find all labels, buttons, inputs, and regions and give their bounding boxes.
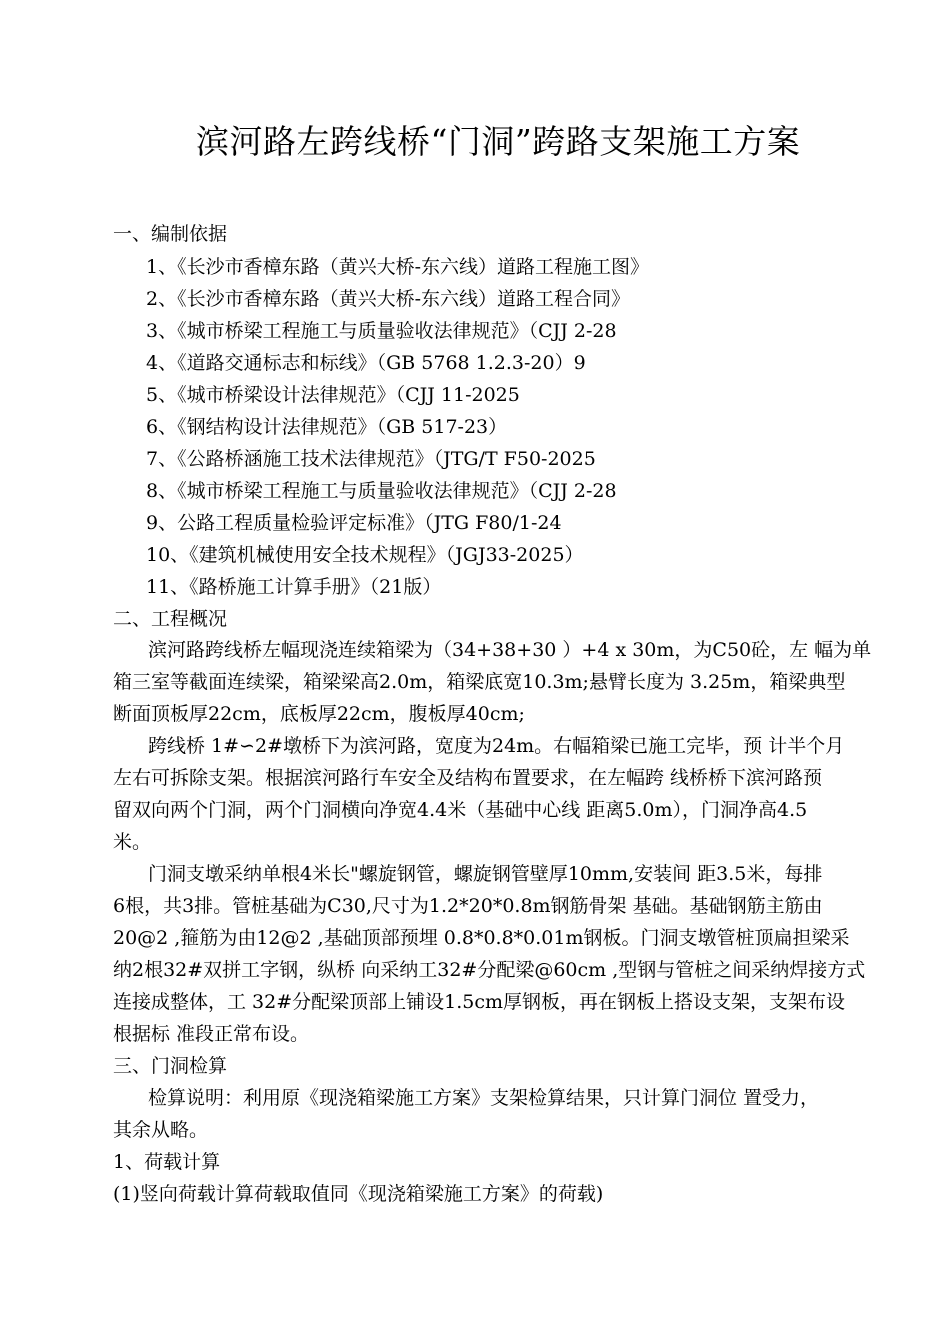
section-heading-check-wrap bbox=[113, 1050, 227, 1082]
paragraph-line: 其余从略。 bbox=[113, 1119, 209, 1141]
reference-item: 1、《长沙市香樟东路（黄兴大桥-东六线）道路工程施工图》 bbox=[146, 256, 650, 278]
load-calc-block bbox=[113, 1146, 603, 1210]
paragraph-line: 断面顶板厚22cm，底板厚22cm，腹板厚40cm; bbox=[113, 703, 525, 725]
reference-item: 9、公路工程质量检验评定标准》（JTG F80/1-24 bbox=[146, 512, 562, 534]
subheading-load-calc: 1、荷载计算 bbox=[113, 1151, 221, 1173]
reference-item: 10、《建筑机械使用安全技术规程》（JGJ33-2025） bbox=[146, 544, 584, 566]
reference-item: 5、《城市桥梁设计法律规范》（CJJ 11-2025 bbox=[146, 384, 520, 406]
paragraph-line: 纳2根32#双拼工字钢，纵桥 向采纳工32#分配梁@60cm ,型钢与管桩之间采纳焊接方式 bbox=[113, 959, 866, 981]
reference-item: 7、《公路桥涵施工技术法律规范》（JTG/T F50-2025 bbox=[146, 448, 596, 470]
paragraph-line: 6根，共3排。管桩基础为C30,尺寸为1.2*20*0.8m钢筋骨架 基础。基础钢筋主筋由 bbox=[113, 895, 823, 917]
section-heading-basis: 一、编制依据 bbox=[113, 223, 228, 245]
paragraph-line: 连接成整体，工 32#分配梁顶部上铺设1.5cm厚钢板，再在钢板上搭设支架，支架布设 bbox=[113, 991, 846, 1013]
reference-item: 6、《钢结构设计法律规范》（GB 517-23） bbox=[146, 416, 508, 438]
check-paragraph bbox=[113, 1082, 819, 1146]
reference-item: 2、《长沙市香樟东路（黄兴大桥-东六线）道路工程合同》 bbox=[146, 288, 631, 310]
overview-paragraph-3 bbox=[113, 858, 865, 1050]
paragraph-line: 检算说明：利用原《现浇箱梁施工方案》支架检算结果，只计算门洞位 置受力， bbox=[148, 1087, 820, 1109]
paragraph-line: 左右可拆除支架。根据滨河路行车安全及结构布置要求，在左幅跨 线桥桥下滨河路预 bbox=[113, 767, 823, 789]
paragraph-line: 箱三室等截面连续梁，箱梁梁高2.0m，箱梁底宽10.3m;悬臂长度为 3.25m，箱梁典型 bbox=[113, 671, 846, 693]
paragraph-line: 留双向两个门洞，两个门洞横向净宽4.4米（基础中心线 距离5.0m），门洞净高4.5 bbox=[113, 799, 808, 821]
paragraph-line: 门洞支墩采纳单根4米长"螺旋钢管，螺旋钢管壁厚10mm,安装间 距3.5米，每排 bbox=[148, 863, 823, 885]
load-calc-item: (1)竖向荷载计算荷载取值同《现浇箱梁施工方案》的荷载) bbox=[113, 1183, 604, 1205]
paragraph-line: 20@2 ,箍筋为由12@2 ,基础顶部预埋 0.8*0.8*0.01m钢板。门洞支墩管桩顶扁担梁采 bbox=[113, 927, 850, 949]
overview-paragraph-1 bbox=[113, 634, 871, 730]
overview-paragraph-2 bbox=[113, 730, 844, 858]
paragraph-line: 滨河路跨线桥左幅现浇连续箱梁为（34+38+30 ）+4 x 30m，为C50砼，左 幅为单 bbox=[148, 639, 872, 661]
reference-item: 4、《道路交通标志和标线》（GB 5768 1.2.3-20）9 bbox=[146, 352, 586, 374]
section-heading-check: 三、门洞检算 bbox=[113, 1055, 228, 1077]
document-title: 滨河路左跨线桥“门洞”跨路支架施工方案 bbox=[196, 122, 801, 161]
reference-item: 3、《城市桥梁工程施工与质量验收法律规范》（CJJ 2-28 bbox=[146, 320, 617, 342]
paragraph-line: 米。 bbox=[113, 831, 152, 853]
paragraph-line: 跨线桥 1#∽2#墩桥下为滨河路，宽度为24m。右幅箱梁已施工完毕，预 计半个月 bbox=[148, 735, 845, 757]
reference-item: 8、《城市桥梁工程施工与质量验收法律规范》（CJJ 2-28 bbox=[146, 480, 617, 502]
paragraph-line: 根据标 准段正常布设。 bbox=[113, 1023, 310, 1045]
reference-item: 11、《路桥施工计算手册》（21版） bbox=[146, 576, 442, 598]
section-heading-overview: 二、工程概况 bbox=[113, 608, 228, 630]
